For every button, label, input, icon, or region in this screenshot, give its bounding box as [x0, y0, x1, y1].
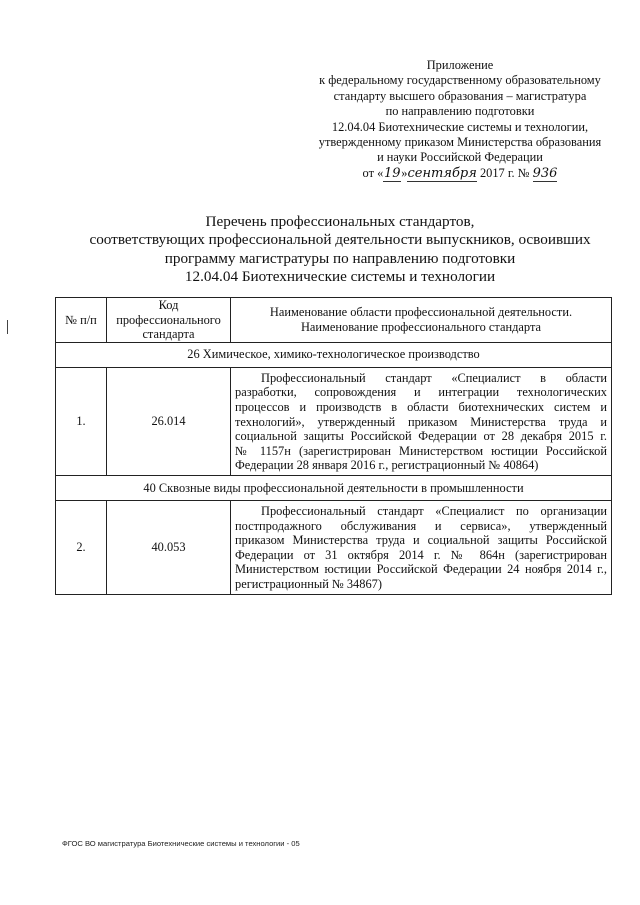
appendix-line: утвержденному приказом Министерства образования — [318, 135, 602, 150]
table-row — [56, 500, 612, 594]
appendix-date-line — [300, 166, 620, 182]
header-code-line: профессионального — [116, 312, 221, 327]
description-line: Министерством юстиции Российской Федерации 24 ноября 2014 г., — [235, 562, 607, 577]
header-code — [107, 298, 231, 343]
description-line: регистрационный № 34867) — [235, 576, 382, 591]
description-line: приказом Министерства труда и социальной защиты Российской — [235, 533, 607, 548]
description-line: технологий», утвержденный приказом Министерства труда и — [235, 414, 607, 429]
date-day-handwritten: 19 — [384, 165, 401, 181]
description-line: процессов и производств в области биотехнических систем и — [235, 399, 607, 414]
group-row — [56, 475, 612, 500]
date-year: 2017 г. № — [479, 165, 530, 180]
description-line: № 1157н (зарегистрирован Министерством юстиции Российской — [235, 443, 607, 458]
appendix-line: стандарту высшего образования – магистратура — [333, 88, 587, 103]
header-code-line: Код — [158, 298, 179, 312]
description-line: социальной защиты Российской Федерации от 28 декабря 2015 г. — [235, 429, 607, 444]
header-code-line: стандарта — [142, 327, 195, 342]
header-num: № п/п — [56, 298, 107, 343]
group-title: 40 Сквозные виды профессиональной деятельности в промышленности — [56, 475, 612, 500]
description-text: Профессиональный стандарт «Специалист по организации — [261, 503, 607, 518]
row-code: 26.014 — [107, 367, 231, 475]
date-prefix: от « — [362, 165, 384, 180]
header-name-line: Наименование профессионального стандарта — [300, 319, 542, 334]
description-line: разработки, сопровождения и интеграции технологических — [235, 385, 607, 400]
row-description — [231, 500, 612, 594]
date-month-handwritten: сентября — [407, 165, 477, 181]
group-row — [56, 342, 612, 367]
order-number-blank — [533, 166, 558, 182]
appendix-header — [300, 58, 620, 182]
date-mid: » — [401, 165, 408, 180]
title-line: программу магистратуры по направлению подготовки — [164, 249, 516, 267]
appendix-line: 12.04.04 Биотехнические системы и технологии, — [331, 119, 589, 134]
title-line: соответствующих профессиональной деятельности выпускников, освоивших — [89, 231, 591, 249]
description-line: Федерации 28 января 2016 г., регистрационный № 40864) — [235, 458, 539, 473]
row-number: 1. — [56, 367, 107, 475]
row-description — [231, 367, 612, 475]
date-month-blank — [407, 166, 476, 182]
description-line: Федерации от 31 октября 2014 г. № 864н (зарегистрирован — [235, 547, 607, 562]
order-number-handwritten: 936 — [532, 165, 558, 181]
description-line — [235, 504, 607, 519]
appendix-line: по направлению подготовки — [385, 104, 535, 119]
margin-mark — [7, 320, 8, 334]
description-line — [235, 371, 607, 386]
document-title — [60, 213, 620, 286]
title-line: Перечень профессиональных стандартов, — [205, 213, 475, 230]
page-footer: ФГОС ВО магистратура Биотехнические системы и технологии - 05 — [62, 839, 300, 848]
appendix-line: к федеральному государственному образовательному — [319, 73, 601, 88]
title-line: 12.04.04 Биотехнические системы и технологии — [184, 267, 496, 285]
header-name-line: Наименование области профессиональной деятельности. — [269, 305, 573, 320]
row-number: 2. — [56, 500, 107, 594]
description-text: Профессиональный стандарт «Специалист в области — [261, 370, 607, 385]
standards-table — [55, 297, 612, 595]
table-header-row — [56, 298, 612, 343]
description-line: постпродажного обслуживания и сервиса», утвержденный — [235, 518, 607, 533]
appendix-line: и науки Российской Федерации — [377, 150, 543, 165]
table-row — [56, 367, 612, 475]
date-day-blank — [383, 166, 401, 182]
group-title: 26 Химическое, химико-технологическое производство — [56, 342, 612, 367]
appendix-line: Приложение — [426, 58, 494, 72]
row-code: 40.053 — [107, 500, 231, 594]
header-name — [231, 298, 612, 343]
